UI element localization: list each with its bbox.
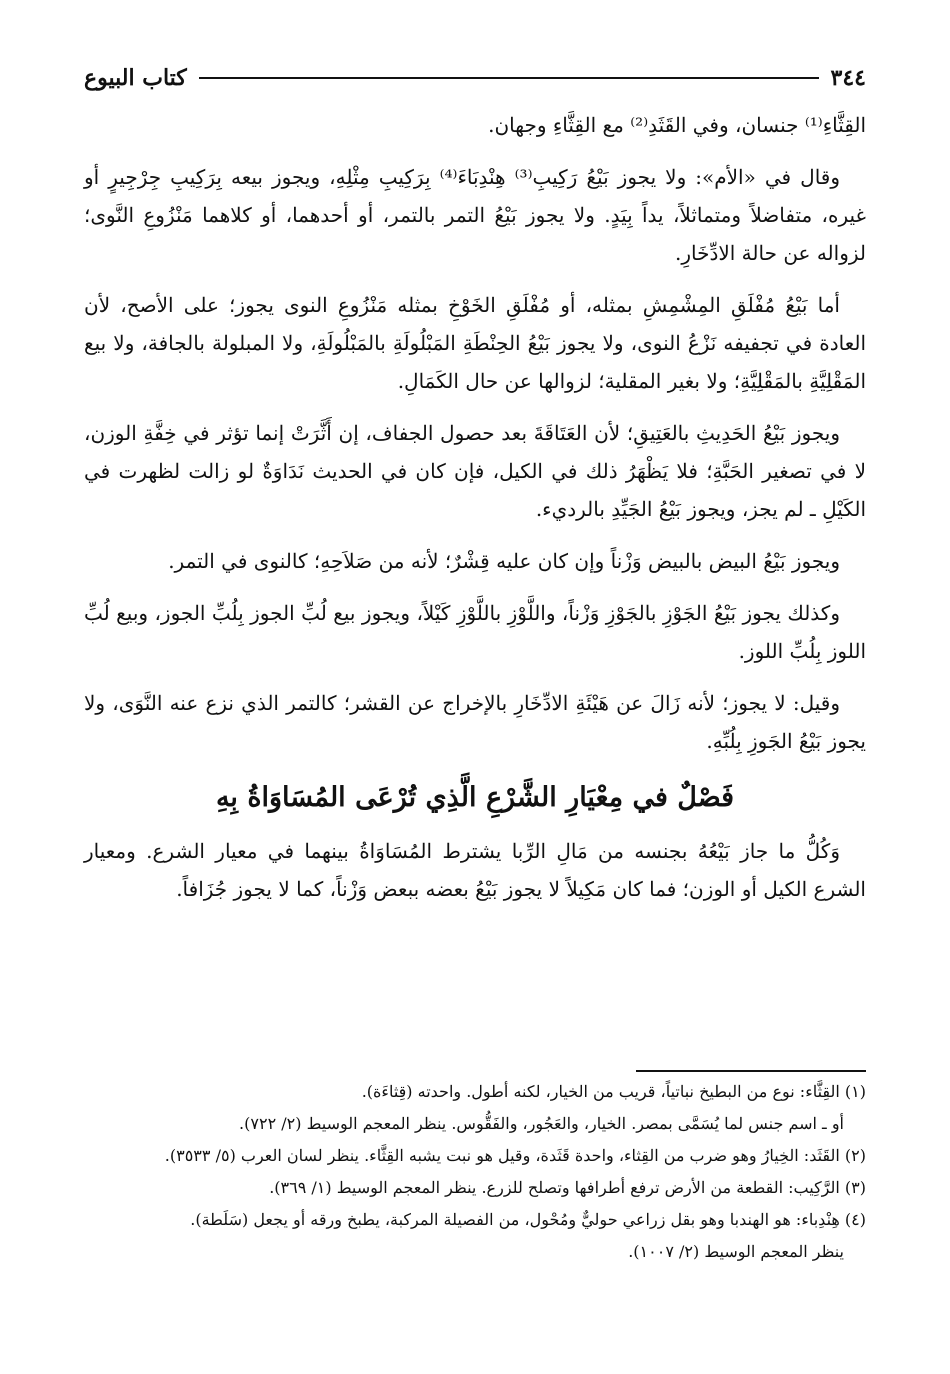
paragraph-4: ويجوز بَيْعُ الحَدِيثِ بالعَتِيقِ؛ لأن العَتَاقَةَ بعد حصول الجفاف، إن أَثَّرَتْ إنما تؤثر في خِفَّةِ الوزن، لا في تصغير الحَبَّةِ؛ فلا يَظْهَرُ ذلك في الكيل، فإن كان في الحديث نَدَاوَةٌ لو زالت لظهرت في الكَيْلِ ـ لم يجز، ويجوز بَيْعُ الجَيِّدِ بالرديء. [84,421,866,521]
paragraph-1: القِثَّاءِ⁽¹⁾ جنسان، وفي القَثَدِ⁽²⁾ مع القِثَّاءِ وجهان. [488,113,866,137]
footnote-rule [636,1070,866,1072]
main-text [84,106,866,922]
section-heading: فَصْلٌ في مِعْيَارِ الشَّرْعِ الَّذِي تُرْعَى المُسَاوَاةُ بِهِ [215,782,735,813]
page-header [84,58,866,98]
paragraph-5: ويجوز بَيْعُ البيض بالبيض وَزْناً وإن كان عليه قِشْرٌ؛ لأنه من صَلاَحِهِ؛ كالنوى في التمر. [168,549,840,573]
section-paragraph: وَكُلُّ ما جاز بَيْعُهُ بجنسه من مَالِ الرِّبا يشترط المُسَاوَاةُ بينهما في معيار الشرع. ومعيار الشرع الكيل أو الوزن؛ فما كان مَكِيلاً لا يجوز بَيْعُ بعضه ببعض وَزْناً، كما لا يجوز جُزَافاً. [84,839,866,901]
paragraph-7: وقيل: لا يجوز؛ لأنه زَالَ عن هَيْئَةِ الادِّخَارِ بالإخراج عن القشر؛ كالتمر الذي نزع عنه النَّوَى، ولا يجوز بَيْعُ الجَوزِ بِلُبِّهِ. [84,691,866,753]
paragraph-2: وقال في «الأم»: ولا يجوز بَيْعُ رَكِيبِ⁽³⁾ هِنْدِبَاءَ⁽⁴⁾ بِرَكِيبِ مِثْلِهِ، ويجوز بيعه بِرَكِيبِ جِرْجِيرٍ أو غيره، متفاضلاً ومتماثلاً، يداً بِيَدٍ. ولا يجوز بَيْعُ التمر بالتمر، أو أحدهما، أو كلاهما مَنْزُوعِ النَّوى؛ لزواله عن حالة الادِّخَارِ. [84,165,867,265]
footnote-4: (٤) هِنْدِباء: هو الهندبا وهو بقل زراعي حوليٌّ ومُحْول، من الفصيلة المركبة، يطبخ ورقه أو يجعل (سَلَطة). [190,1210,866,1229]
header-rule [199,77,819,79]
footnote-1: (١) القِثَّاء: نوع من البطيخ نباتياً، قريب من الخيار، لكنه أطول. واحدته (قِثاءَة). [361,1082,866,1101]
paragraph-6: وكذلك يجوز بَيْعُ الجَوْزِ بالجَوْزِ وَزْناً، واللَّوْزِ باللَّوْزِ كَيْلاً، ويجوز بيع لُبِّ الجوز بِلُبِّ الجوز، وبيع لُبِّ اللوز بِلُبِّ اللوز. [84,601,866,663]
footnote-1-continued: أو ـ اسم جنس لما يُسَمَّى بمصر. الخيار، والعَجُور، والفَقُّوس. ينظر المعجم الوسيط (٢/ ٧٢٢). [239,1114,844,1133]
running-title: كتاب البيوع [84,65,187,91]
page-number: ٣٤٤ [830,65,866,91]
footnotes [84,1078,866,1270]
paragraph-3: أما بَيْعُ مُفْلَقِ المِشْمِشِ بمثله، أو مُفْلَقِ الخَوْخِ بمثله مَنْزُوعِ النوى يجوز؛ على الأصح، لأن العادة في تجفيفه نَزْعُ النوى، ولا يجوز بَيْعُ الحِنْطَةِ المَبْلُولَةِ بالمَبْلُولَةِ، ولا المبلولة بالجافة، ولا بيع المَقْلِيَّةِ بالمَقْلِيَّةِ؛ ولا بغير المقلية؛ لزوالها عن حال الكَمَالِ. [84,293,867,393]
footnote-4-continued: ينظر المعجم الوسيط (٢/ ١٠٠٧). [628,1242,844,1261]
footnote-2: (٢) القَثَد: الخِيارُ وهو ضرب من القِثاء، واحدة قَثَدة، وقيل هو نبت يشبه القِثَّاء. ينظر لسان العرب (٥/ ٣٥٣٣). [164,1146,866,1165]
footnote-3: (٣) الرَّكِيب: القطعة من الأرض ترفع أطرافها وتصلح للزرع. ينظر المعجم الوسيط (١/ ٣٦٩). [269,1178,866,1197]
